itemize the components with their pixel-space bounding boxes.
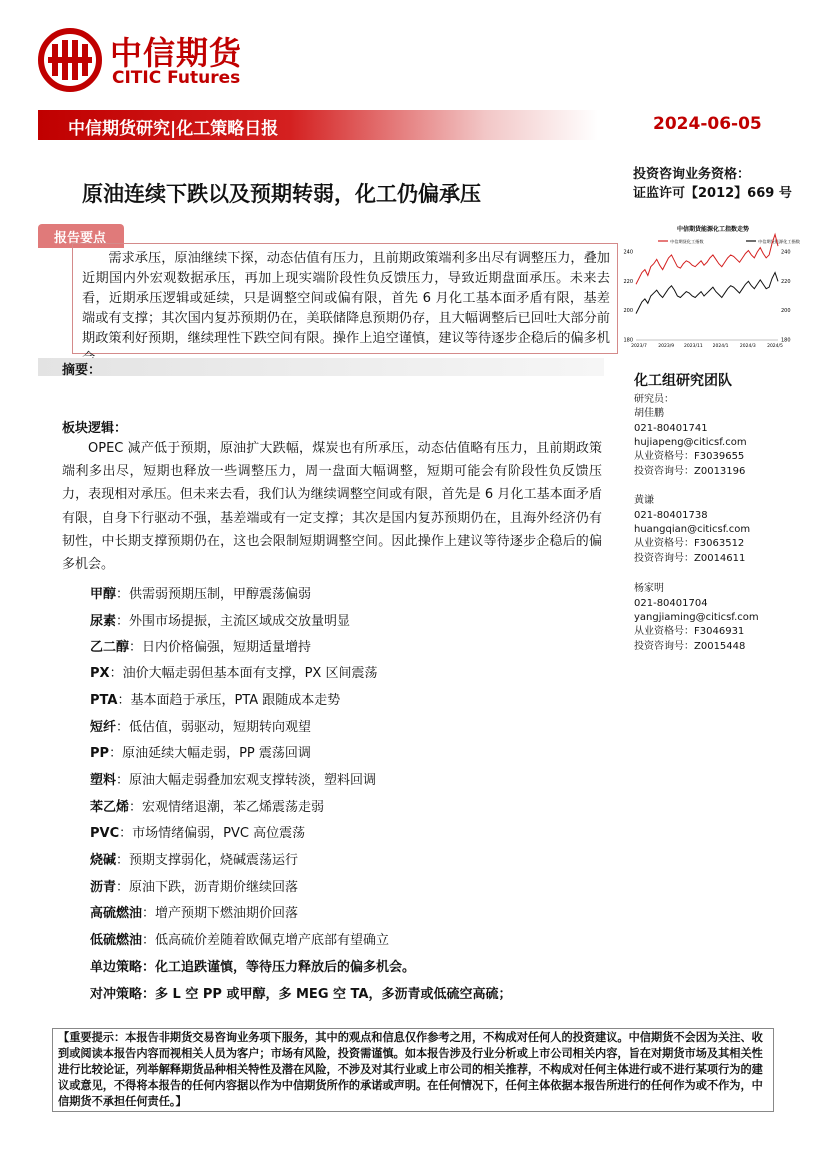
sector-logic-text: OPEC 减产低于预期，原油扩大跌幅，煤炭也有所承压，动态估值略有压力，且前期政策端利多出尽，短期也释放一些调整压力，周一盘面大幅调整，短期可能会有阶段性负反馈压力，表现相对承压。但未来去看，我们认为继续调整空间或有限，首先是 6 月化工基本面矛盾有限，自身下行驱动不强，基差端或有一定支撑；其次是国内复苏预期仍在，且海外经济仍有韧性，中长期支撑预期仍在，这也会限制短期调整空间。因此操作上建议等待逐步企稳后的偏多机会。 xyxy=(62,441,602,573)
x-tick-label: 2023/7 xyxy=(631,344,647,349)
product-view: 多 L 空 PP 或甲醇，多 MEG 空 TA，多沥青或低硫空高硫； xyxy=(155,987,512,1002)
product-separator: ： xyxy=(109,666,123,681)
product-name: PP xyxy=(90,746,110,761)
product-name: 单边策略 xyxy=(90,960,143,975)
product-view: 供需弱预期压制，甲醇震荡偏弱 xyxy=(129,587,312,602)
product-view: 原油延续大幅走弱，PP 震荡回调 xyxy=(122,746,311,761)
product-view: 原油下跌，沥青期价继续回落 xyxy=(129,880,299,895)
product-view: 市场情绪偏弱，PVC 高位震荡 xyxy=(132,826,306,841)
product-separator: ： xyxy=(129,640,143,655)
chart-title: 中信期货能源化工指数走势 xyxy=(676,226,750,233)
y-tick-right: 180 xyxy=(781,337,791,344)
header-band-title: 中信期货研究|化工策略日报 xyxy=(68,119,279,139)
member-phone: 021-80401704 xyxy=(634,598,708,609)
member-name: 黄谦 xyxy=(634,495,654,506)
y-tick-right: 200 xyxy=(781,308,791,315)
y-tick-left: 200 xyxy=(623,308,633,315)
product-item xyxy=(90,662,377,681)
product-item xyxy=(90,769,376,788)
disclaimer-text: 【重要提示：本报告非期货交易咨询业务项下服务，其中的观点和信息仅作参考之用，不构成对任何人的投资建议。中信期货不会因为关注、收到或阅读本报告内容而视相关人员为客户；市场有风险，投资需谨慎。如本报告涉及行业分析或上市公司相关内容，旨在对期货市场及其相关性进行比较论证，列举解释期货品种相关特性及潜在风险，不涉及对其行业或上市公司的相关推荐，不构成对任何主体进行或不进行某项行为的建议或意见，不得将本报告的任何内容据以作为中信期货所作的承诺或声明。在任何情况下，任何主体依据本报告所进行的任何作为或不作为，中信期货不承担任何责任。】 xyxy=(58,1031,763,1108)
product-separator: ： xyxy=(142,960,156,975)
product-separator: ： xyxy=(117,693,131,708)
product-separator: ： xyxy=(129,800,143,815)
member-email: hujiapeng@citicsf.com xyxy=(634,437,747,448)
logo-name-cn: 中信期货 xyxy=(110,34,243,72)
member-consult: 投资咨询号：Z0015448 xyxy=(634,641,746,652)
y-tick-left: 240 xyxy=(623,249,633,256)
product-item xyxy=(90,742,311,761)
product-separator: ： xyxy=(116,853,130,868)
legend-label: 中信期货化工指数 xyxy=(670,239,704,244)
member-name: 胡佳鹏 xyxy=(634,408,664,419)
product-separator: ： xyxy=(116,614,130,629)
product-separator: ： xyxy=(116,720,130,735)
x-tick-label: 2023/11 xyxy=(684,344,703,349)
team-title: 化工组研究团队 xyxy=(634,373,732,389)
product-view: 增产预期下燃油期价回落 xyxy=(155,906,299,921)
product-view: 基本面趋于承压，PTA 跟随成本走势 xyxy=(130,693,341,708)
qualification-number: 证监许可【2012】669 号 xyxy=(633,186,792,201)
product-item xyxy=(90,876,298,895)
product-item xyxy=(90,902,298,921)
product-name: 沥青 xyxy=(90,880,117,895)
qualification-title: 投资咨询业务资格： xyxy=(633,167,751,182)
member-license: 从业资格号：F3063512 xyxy=(634,538,745,549)
product-item xyxy=(90,716,311,735)
key-points-text: 需求承压，原油继续下探，动态估值有压力，且前期政策端利多出尽有调整压力，叠加近期国内外宏观数据承压，再加上现实端阶段性负反馈压力，导致近期盘面承压。未来去看，近期承压逻辑或延续，只是调整空间或偏有限，首先 6 月化工基本面矛盾有限，基差端或有支撑；其次国内复苏预期仍在，美联储降息预期仍存，且大幅调整后已回吐大部分前期政策利好预期，继续理性下跌空间有限。操作上追空谨慎，建议等待逐步企稳后的偏多机 xyxy=(82,251,610,346)
product-view: 低估值，弱驱动，短期转向观望 xyxy=(129,720,312,735)
product-name: 甲醇 xyxy=(90,587,117,602)
product-separator: ： xyxy=(142,987,156,1002)
product-separator: ： xyxy=(116,587,130,602)
product-item xyxy=(90,849,298,868)
legend-label: 中信期货能源化工指数 xyxy=(758,239,800,244)
product-item xyxy=(90,689,340,708)
member-phone: 021-80401738 xyxy=(634,510,708,521)
product-name: 低硫燃油 xyxy=(90,933,143,948)
product-name: 尿素 xyxy=(90,614,117,629)
member-license: 从业资格号：F3039655 xyxy=(634,451,745,462)
product-name: PX xyxy=(90,666,110,681)
member-license: 从业资格号：F3046931 xyxy=(634,626,745,637)
member-consult: 投资咨询号：Z0014611 xyxy=(634,553,746,564)
product-name: 塑料 xyxy=(90,773,117,788)
series-line-0 xyxy=(636,234,778,284)
member-email: yangjiaming@citicsf.com xyxy=(634,612,759,623)
product-view: 预期支撑弱化，烧碱震荡运行 xyxy=(129,853,299,868)
summary-bar xyxy=(38,358,604,376)
x-tick-label: 2024/1 xyxy=(712,344,729,349)
y-tick-left: 220 xyxy=(623,278,633,285)
product-item xyxy=(90,983,511,1002)
product-name: 对冲策略 xyxy=(90,987,143,1002)
product-item xyxy=(90,822,305,841)
key-points-tab-label: 报告要点 xyxy=(54,231,107,246)
product-view: 低高硫价差随着欧佩克增产底部有望确立 xyxy=(155,933,390,948)
product-view: 化工追跌谨慎，等待压力释放后的偏多机会。 xyxy=(155,960,416,975)
citic-logo-icon xyxy=(38,28,102,92)
product-item xyxy=(90,583,311,602)
member-name: 杨家明 xyxy=(634,583,664,594)
x-tick-label: 2023/9 xyxy=(658,344,675,349)
researcher-label: 研究员： xyxy=(634,394,674,405)
product-view: 油价大幅走弱但基本面有支撑，PX 区间震荡 xyxy=(122,666,378,681)
product-item xyxy=(90,610,350,629)
product-separator: ： xyxy=(142,933,156,948)
product-item xyxy=(90,956,415,975)
product-separator: ： xyxy=(109,746,123,761)
product-item xyxy=(90,636,311,655)
series-line-1 xyxy=(636,273,778,314)
product-separator: ： xyxy=(116,773,130,788)
product-separator: ： xyxy=(116,880,130,895)
member-consult: 投资咨询号：Z0013196 xyxy=(634,466,746,477)
report-date: 2024-06-05 xyxy=(653,114,762,134)
member-email: huangqian@citicsf.com xyxy=(634,524,751,535)
product-name: 乙二醇 xyxy=(90,640,130,655)
product-item xyxy=(90,796,324,815)
product-view: 宏观情绪退潮，苯乙烯震荡走弱 xyxy=(142,800,325,815)
x-tick-label: 2024/5 xyxy=(767,344,783,349)
product-view: 外围市场提振，主流区域成交放量明显 xyxy=(129,614,351,629)
sector-logic-label: 板块逻辑： xyxy=(62,421,128,436)
page-title: 原油连续下跌以及预期转弱，化工仍偏承压 xyxy=(82,182,481,206)
product-view: 日内价格偏强，短期适量增持 xyxy=(142,640,312,655)
logo-name-en: CITIC Futures xyxy=(112,68,241,88)
product-separator: ： xyxy=(142,906,156,921)
y-tick-right: 220 xyxy=(781,278,791,285)
product-name: 苯乙烯 xyxy=(90,800,130,815)
product-name: 烧碱 xyxy=(90,853,117,868)
index-trend-chart xyxy=(618,222,808,354)
product-item xyxy=(90,929,389,948)
product-separator: ： xyxy=(119,826,133,841)
product-name: PVC xyxy=(90,826,120,841)
product-name: 短纤 xyxy=(90,720,117,735)
summary-label: 摘要： xyxy=(62,363,102,378)
x-tick-label: 2024/3 xyxy=(739,344,756,349)
product-name: PTA xyxy=(90,693,118,708)
member-phone: 021-80401741 xyxy=(634,423,708,434)
y-tick-left: 180 xyxy=(623,337,633,344)
product-name: 高硫燃油 xyxy=(90,906,143,921)
y-tick-right: 240 xyxy=(781,249,791,256)
product-view: 原油大幅走弱叠加宏观支撑转淡，塑料回调 xyxy=(129,773,377,788)
